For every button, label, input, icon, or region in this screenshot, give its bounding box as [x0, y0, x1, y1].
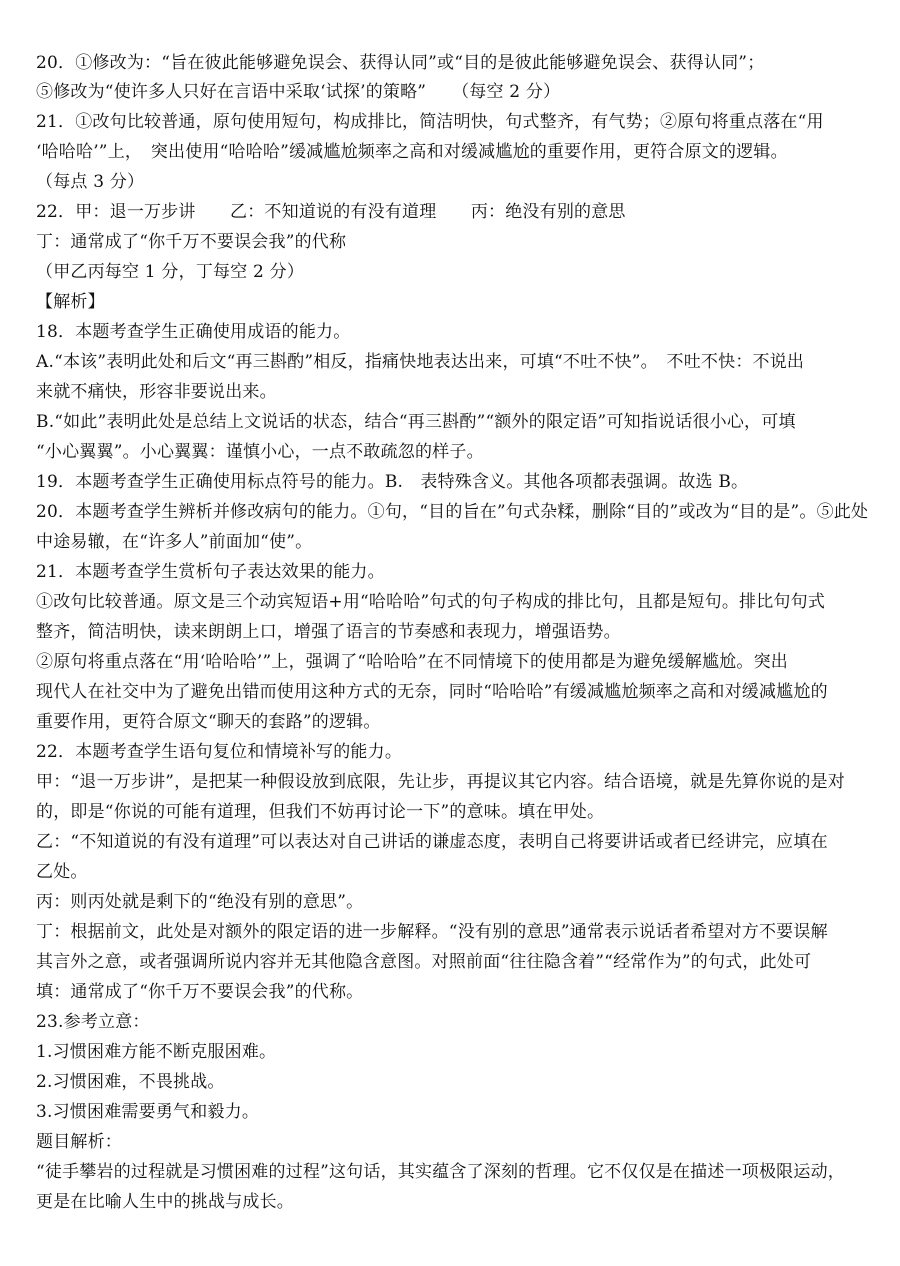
text-line: 题目解析：	[36, 1132, 122, 1152]
text-line: 其言外之意，或者强调所说内容并无其他隐含意图。对照前面“往往隐含着”“经常作为”的句式，此处可	[36, 952, 812, 972]
text-line: 20．①修改为：“旨在彼此能够避免误会、获得认同”或“目的是彼此能够避免误会、获得认同”；	[36, 53, 765, 73]
text-line: （甲乙丙每空 1 分，丁每空 2 分）	[36, 262, 305, 282]
text-line: “徒手攀岩的过程就是习惯困难的过程”这句话，其实蕴含了深刻的哲理。它不仅仅是在描述一项极限运动，	[36, 1162, 845, 1182]
text-line: 丁：通常成了“你千万不要误会我”的代称	[36, 232, 347, 252]
text-line: 整齐，简洁明快，读来朗朗上口，增强了语言的节奏感和表现力，增强语势。	[36, 622, 621, 642]
text-line: 23.参考立意：	[36, 1012, 150, 1032]
text-line: 甲：“退一万步讲”，是把某一种假设放到底限，先让步，再提议其它内容。结合语境，就是先算你说的是对	[36, 772, 845, 792]
text-line: ⑤修改为“使许多人只好在言语中采取‘试探’的策略” （每空 2 分）	[36, 82, 561, 102]
text-line: ‘哈哈哈’”上， 突出使用“哈哈哈”缓减尴尬频率之高和对缓减尴尬的重要作用，更符合原文的逻辑。	[36, 142, 788, 162]
text-line: 丙：则丙处就是剩下的“绝没有别的意思”。	[36, 892, 364, 912]
text-line: （每点 3 分）	[36, 172, 145, 192]
text-line: 2.习惯困难，不畏挑战。	[36, 1072, 225, 1092]
text-line: 的，即是“你说的可能有道理，但我们不妨再讨论一下”的意味。填在甲处。	[36, 802, 605, 822]
text-line: 22．本题考查学生语句复位和情境补写的能力。	[36, 742, 403, 762]
text-line: 现代人在社交中为了避免出错而使用这种方式的无奈，同时“哈哈哈”有缓减尴尬频率之高和对缓减尴尬的	[36, 682, 828, 702]
text-line: ①改句比较普通。原文是三个动宾短语+用“哈哈哈”句式的句子构成的排比句，且都是短句。排比句句式	[36, 592, 826, 612]
text-line: 填：通常成了“你千万不要误会我”的代称。	[36, 982, 364, 1002]
text-line: 中途易辙，在“许多人”前面加“使”。	[36, 532, 313, 552]
section-heading: 【解析】	[36, 292, 105, 312]
text-line: 1.习惯困难方能不断克服困难。	[36, 1042, 277, 1062]
text-line: 21．①改句比较普通，原句使用短句，构成排比，简洁明快，句式整齐，有气势；②原句将重点落在“用	[36, 112, 824, 132]
text-line: B.“如此”表明此处是总结上文说话的状态，结合“再三斟酌”“额外的限定语”可知指说话很小心，可填	[36, 412, 796, 432]
text-line: 重要作用，更符合原文“聊天的套路”的逻辑。	[36, 712, 381, 732]
text-line: 22．甲：退一万步讲 乙：不知道说的有没有道理 丙：绝没有别的意思	[36, 202, 626, 222]
text-line: 20．本题考查学生辨析并修改病句的能力。①句，“目的旨在”句式杂糅，删除“目的”或改为“目的是”。⑤此处	[36, 502, 869, 522]
text-line: 3.习惯困难需要勇气和毅力。	[36, 1102, 260, 1122]
text-line: 更是在比喻人生中的挑战与成长。	[36, 1192, 294, 1212]
text-line: 来就不痛快，形容非要说出来。	[36, 382, 277, 402]
text-line: A.“本该”表明此处和后文“再三斟酌”相反，指痛快地表达出来，可填“不吐不快”。 不吐不快：不说出	[36, 352, 805, 372]
text-line: ②原句将重点落在“用‘哈哈哈’”上，强调了“哈哈哈”在不同情境下的使用都是为避免缓解尴尬。突出	[36, 652, 788, 672]
text-line: “小心翼翼”。小心翼翼：谨慎小心，一点不敢疏忽的样子。	[36, 442, 484, 462]
text-line: 19．本题考查学生正确使用标点符号的能力。B. 表特殊含义。其他各项都表强调。故选 B。	[36, 472, 749, 492]
text-line: 乙：“不知道说的有没有道理”可以表达对自己讲话的谦虚态度，表明自己将要讲话或者已经讲完，应填在	[36, 832, 828, 852]
text-line: 乙处。	[36, 862, 88, 882]
text-line: 21．本题考查学生赏析句子表达效果的能力。	[36, 562, 385, 582]
text-line: 丁：根据前文，此处是对额外的限定语的进一步解释。“没有别的意思”通常表示说话者希望对方不要误解	[36, 922, 828, 942]
text-line: 18．本题考查学生正确使用成语的能力。	[36, 322, 351, 342]
